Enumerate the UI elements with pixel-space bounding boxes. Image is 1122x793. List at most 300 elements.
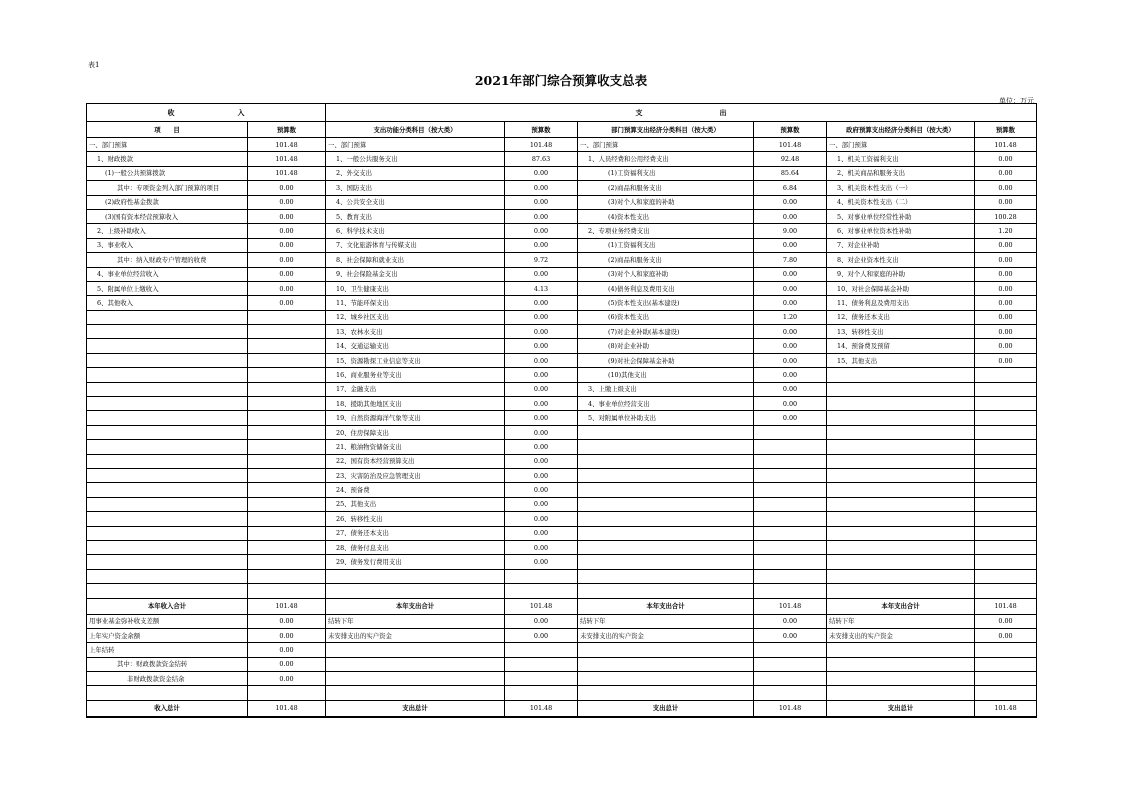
amount-cell: 0.00 (505, 440, 578, 454)
item-cell (87, 468, 248, 482)
item-cell: 2、机关商品和服务支出 (827, 166, 975, 180)
amount-cell (248, 686, 326, 700)
item-cell: 本年支出合计 (827, 598, 975, 614)
item-cell (827, 483, 975, 497)
item-cell (87, 411, 248, 425)
item-cell (87, 397, 248, 411)
amount-cell (975, 512, 1037, 526)
expense-section-header: 支 出 (326, 104, 1037, 122)
amount-cell: 0.00 (248, 614, 326, 628)
amount-cell: 0.00 (505, 166, 578, 180)
amount-cell (975, 397, 1037, 411)
item-cell (827, 440, 975, 454)
item-cell: 16、商业服务业等支出 (326, 368, 505, 382)
item-cell (87, 686, 248, 700)
item-cell (578, 526, 754, 540)
table-row (87, 425, 1037, 439)
amount-cell (754, 555, 827, 569)
item-cell (578, 540, 754, 554)
item-cell (827, 512, 975, 526)
amount-cell: 100.28 (975, 209, 1037, 223)
amount-cell: 0.00 (754, 296, 827, 310)
amount-cell (975, 440, 1037, 454)
amount-cell: 101.48 (975, 700, 1037, 717)
item-cell: 5、附属单位上缴收入 (87, 281, 248, 295)
item-cell: 8、社会保障和就业支出 (326, 253, 505, 267)
amount-cell (248, 440, 326, 454)
item-cell (578, 440, 754, 454)
item-cell (87, 526, 248, 540)
amount-cell: 0.00 (505, 483, 578, 497)
amount-cell (248, 468, 326, 482)
table-row (87, 440, 1037, 454)
amount-cell (975, 686, 1037, 700)
item-cell (578, 657, 754, 671)
item-cell (326, 686, 505, 700)
item-cell (326, 569, 505, 583)
item-cell (87, 310, 248, 324)
table-row (87, 569, 1037, 583)
amount-cell (505, 569, 578, 583)
amount-cell: 9.00 (754, 224, 827, 238)
item-cell: 22、国有资本经营预算支出 (326, 454, 505, 468)
amount-cell: 0.00 (505, 339, 578, 353)
amount-cell (975, 526, 1037, 540)
amount-cell (975, 569, 1037, 583)
amount-cell (248, 497, 326, 511)
table-row (87, 325, 1037, 339)
amount-cell: 6.84 (754, 181, 827, 195)
amount-cell: 0.00 (505, 310, 578, 324)
amount-cell (975, 540, 1037, 554)
item-cell (827, 686, 975, 700)
amount-cell: 0.00 (248, 281, 326, 295)
amount-cell: 1.20 (754, 310, 827, 324)
item-cell: 7、文化旅游体育与传媒支出 (326, 238, 505, 252)
item-cell: 15、其他支出 (827, 353, 975, 367)
item-cell: 25、其他支出 (326, 497, 505, 511)
item-cell: (6)资本性支出 (578, 310, 754, 324)
item-cell: 其中：纳入财政专户管理的收费 (87, 253, 248, 267)
amount-cell: 0.00 (975, 339, 1037, 353)
item-cell (87, 497, 248, 511)
amount-cell (754, 454, 827, 468)
amount-cell: 0.00 (248, 195, 326, 209)
amount-cell (975, 468, 1037, 482)
column-header: 项 目 (87, 122, 248, 138)
amount-cell: 0.00 (975, 181, 1037, 195)
amount-cell (975, 411, 1037, 425)
amount-cell: 0.00 (975, 325, 1037, 339)
table-row (87, 310, 1037, 324)
amount-cell (975, 657, 1037, 671)
amount-cell (754, 569, 827, 583)
item-cell: 4、公共安全支出 (326, 195, 505, 209)
item-cell (87, 353, 248, 367)
item-cell (578, 454, 754, 468)
item-cell: 1、人员经费和公用经费支出 (578, 152, 754, 166)
amount-cell (754, 643, 827, 657)
item-cell (827, 569, 975, 583)
item-cell (87, 540, 248, 554)
column-header: 支出功能分类科目（按大类） (326, 122, 505, 138)
item-cell: 3、事业收入 (87, 238, 248, 252)
amount-cell: 85.64 (754, 166, 827, 180)
item-cell: 29、债务发行费用支出 (326, 555, 505, 569)
item-cell: 结转下年 (326, 614, 505, 628)
item-cell: (4)资本性支出 (578, 209, 754, 223)
table-row (87, 643, 1037, 657)
item-cell (87, 584, 248, 598)
item-cell: 未安排支出的实户资金 (578, 628, 754, 642)
item-cell: (7)对企业补助(基本建设) (578, 325, 754, 339)
item-cell (578, 483, 754, 497)
amount-cell: 0.00 (505, 425, 578, 439)
amount-cell: 0.00 (975, 253, 1037, 267)
item-cell: 3、上缴上级支出 (578, 382, 754, 396)
item-cell: 1、一般公共服务支出 (326, 152, 505, 166)
item-cell: 24、预备费 (326, 483, 505, 497)
amount-cell (975, 382, 1037, 396)
amount-cell: 0.00 (975, 310, 1037, 324)
item-cell: (3)对个人和家庭的补助 (578, 195, 754, 209)
amount-cell: 0.00 (975, 267, 1037, 281)
item-cell: (9)对社会保障基金补助 (578, 353, 754, 367)
item-cell: 一、部门预算 (326, 138, 505, 152)
table-row (87, 267, 1037, 281)
amount-cell: 0.00 (975, 296, 1037, 310)
amount-cell (754, 584, 827, 598)
item-cell: 11、节能环保支出 (326, 296, 505, 310)
amount-cell: 0.00 (248, 209, 326, 223)
item-cell (87, 555, 248, 569)
amount-cell: 0.00 (505, 454, 578, 468)
amount-cell: 0.00 (754, 195, 827, 209)
table-row (87, 382, 1037, 396)
table-row (87, 657, 1037, 671)
table-row (87, 238, 1037, 252)
item-cell (87, 483, 248, 497)
table-row (87, 468, 1037, 482)
amount-cell: 0.00 (505, 296, 578, 310)
table-row (87, 614, 1037, 628)
column-header: 预算数 (505, 122, 578, 138)
amount-cell: 0.00 (754, 628, 827, 642)
item-cell: 5、对附属单位补助支出 (578, 411, 754, 425)
item-cell (827, 454, 975, 468)
amount-cell (754, 440, 827, 454)
item-cell: 未安排支出的实户资金 (827, 628, 975, 642)
amount-cell (248, 368, 326, 382)
amount-cell: 0.00 (505, 238, 578, 252)
column-header: 部门预算支出经济分类科目（按大类） (578, 122, 754, 138)
table-row (87, 526, 1037, 540)
item-cell: 一、部门预算 (578, 138, 754, 152)
item-cell (326, 657, 505, 671)
item-cell: 5、教育支出 (326, 209, 505, 223)
item-cell (87, 339, 248, 353)
item-cell: (3)国有资本经营预算收入 (87, 209, 248, 223)
item-cell (827, 368, 975, 382)
item-cell (827, 643, 975, 657)
column-header-row (87, 122, 1037, 138)
amount-cell: 9.72 (505, 253, 578, 267)
amount-cell (248, 569, 326, 583)
item-cell: 支出总计 (827, 700, 975, 717)
item-cell: 18、援助其他地区支出 (326, 397, 505, 411)
amount-cell: 0.00 (754, 382, 827, 396)
item-cell (827, 397, 975, 411)
item-cell: 9、对个人和家庭的补助 (827, 267, 975, 281)
item-cell: 4、机关资本性支出（二） (827, 195, 975, 209)
item-cell: (1)一般公共预算拨款 (87, 166, 248, 180)
item-cell (578, 555, 754, 569)
amount-cell: 0.00 (505, 397, 578, 411)
item-cell: 4、事业单位经营支出 (578, 397, 754, 411)
table-row (87, 540, 1037, 554)
item-cell: 1、财政拨款 (87, 152, 248, 166)
item-cell (827, 382, 975, 396)
amount-cell: 101.48 (505, 700, 578, 717)
amount-cell: 0.00 (505, 526, 578, 540)
table-row (87, 281, 1037, 295)
table-row (87, 353, 1037, 367)
amount-cell: 0.00 (505, 181, 578, 195)
item-cell (326, 584, 505, 598)
amount-cell: 0.00 (505, 614, 578, 628)
amount-cell: 0.00 (975, 166, 1037, 180)
amount-cell: 0.00 (505, 382, 578, 396)
amount-cell: 0.00 (248, 267, 326, 281)
amount-cell (754, 497, 827, 511)
item-cell (578, 468, 754, 482)
item-cell: (2)政府性基金拨款 (87, 195, 248, 209)
amount-cell: 0.00 (975, 281, 1037, 295)
amount-cell: 101.48 (505, 598, 578, 614)
amount-cell (505, 672, 578, 686)
item-cell: 12、城乡社区支出 (326, 310, 505, 324)
amount-cell: 101.48 (248, 152, 326, 166)
item-cell (87, 512, 248, 526)
item-cell (827, 468, 975, 482)
amount-cell (754, 540, 827, 554)
amount-cell (754, 483, 827, 497)
amount-cell: 0.00 (754, 397, 827, 411)
item-cell: 本年收入合计 (87, 598, 248, 614)
item-cell: 6、其他收入 (87, 296, 248, 310)
amount-cell: 0.00 (754, 325, 827, 339)
item-cell: 本年支出合计 (578, 598, 754, 614)
amount-cell (505, 657, 578, 671)
amount-cell: 0.00 (975, 628, 1037, 642)
item-cell (578, 686, 754, 700)
item-cell: 13、农林水支出 (326, 325, 505, 339)
budget-table (86, 103, 1037, 718)
item-cell (578, 584, 754, 598)
amount-cell: 0.00 (505, 209, 578, 223)
item-cell: 上年实户资金余额 (87, 628, 248, 642)
amount-cell (248, 397, 326, 411)
item-cell: 收入总计 (87, 700, 248, 717)
item-cell (827, 526, 975, 540)
item-cell (827, 584, 975, 598)
item-cell (827, 672, 975, 686)
amount-cell: 101.48 (248, 166, 326, 180)
item-cell: 2、外交支出 (326, 166, 505, 180)
amount-cell (754, 657, 827, 671)
item-cell: 3、国防支出 (326, 181, 505, 195)
table-row (87, 195, 1037, 209)
amount-cell: 0.00 (754, 339, 827, 353)
item-cell: 用事业基金弥补收支差额 (87, 614, 248, 628)
amount-cell: 0.00 (754, 267, 827, 281)
amount-cell (248, 325, 326, 339)
table-row (87, 686, 1037, 700)
amount-cell: 0.00 (248, 238, 326, 252)
amount-cell (754, 672, 827, 686)
item-cell (827, 411, 975, 425)
amount-cell: 101.48 (248, 700, 326, 717)
amount-cell: 0.00 (754, 238, 827, 252)
amount-cell (505, 584, 578, 598)
item-cell: 17、金融支出 (326, 382, 505, 396)
table-row (87, 253, 1037, 267)
item-cell (827, 540, 975, 554)
amount-cell: 0.00 (505, 468, 578, 482)
item-cell: 20、住房保障支出 (326, 425, 505, 439)
grand-total-row (87, 700, 1037, 717)
item-cell (87, 454, 248, 468)
amount-cell: 0.00 (975, 238, 1037, 252)
amount-cell: 0.00 (505, 555, 578, 569)
amount-cell (975, 643, 1037, 657)
item-cell: 28、债务付息支出 (326, 540, 505, 554)
item-cell: 非财政拨款资金结余 (87, 672, 248, 686)
total-row (87, 598, 1037, 614)
amount-cell: 0.00 (505, 368, 578, 382)
item-cell: 23、灾害防治及应急管理支出 (326, 468, 505, 482)
item-cell: 2、专项业务经费支出 (578, 224, 754, 238)
amount-cell (754, 686, 827, 700)
item-cell: (4)债务利息及费用支出 (578, 281, 754, 295)
table-row (87, 224, 1037, 238)
amount-cell (975, 483, 1037, 497)
amount-cell (505, 686, 578, 700)
item-cell: 7、对企业补助 (827, 238, 975, 252)
table-row (87, 181, 1037, 195)
item-cell: 14、交通运输支出 (326, 339, 505, 353)
column-header: 预算数 (754, 122, 827, 138)
table-row (87, 296, 1037, 310)
item-cell (578, 672, 754, 686)
item-cell: 21、粮油物资储备支出 (326, 440, 505, 454)
item-cell (827, 555, 975, 569)
amount-cell: 0.00 (505, 411, 578, 425)
item-cell (87, 440, 248, 454)
table-row (87, 209, 1037, 223)
amount-cell (975, 672, 1037, 686)
amount-cell: 0.00 (754, 411, 827, 425)
table-row (87, 672, 1037, 686)
table-row (87, 339, 1037, 353)
amount-cell: 0.00 (505, 325, 578, 339)
amount-cell (248, 512, 326, 526)
amount-cell: 0.00 (505, 353, 578, 367)
item-cell (326, 672, 505, 686)
item-cell: 10、卫生健康支出 (326, 281, 505, 295)
column-header: 政府预算支出经济分类科目（按大类） (827, 122, 975, 138)
amount-cell (248, 339, 326, 353)
amount-cell: 0.00 (505, 497, 578, 511)
table-row (87, 497, 1037, 511)
amount-cell: 101.48 (754, 598, 827, 614)
amount-cell: 0.00 (248, 643, 326, 657)
amount-cell: 0.00 (505, 195, 578, 209)
table-row (87, 166, 1037, 180)
amount-cell: 0.00 (505, 540, 578, 554)
amount-cell (248, 526, 326, 540)
item-cell (326, 643, 505, 657)
item-cell: 10、对社会保障基金补助 (827, 281, 975, 295)
amount-cell (975, 497, 1037, 511)
amount-cell (248, 584, 326, 598)
item-cell: 本年支出合计 (326, 598, 505, 614)
item-cell: 支出总计 (578, 700, 754, 717)
item-cell: 3、机关资本性支出（一） (827, 181, 975, 195)
amount-cell: 101.48 (754, 138, 827, 152)
amount-cell: 7.80 (754, 253, 827, 267)
item-cell: 6、对事业单位资本性补助 (827, 224, 975, 238)
amount-cell: 101.48 (754, 700, 827, 717)
item-cell (87, 368, 248, 382)
item-cell: 1、机关工资福利支出 (827, 152, 975, 166)
table-row (87, 454, 1037, 468)
column-header: 预算数 (975, 122, 1037, 138)
amount-cell: 1.20 (975, 224, 1037, 238)
amount-cell: 101.48 (975, 598, 1037, 614)
amount-cell: 0.00 (754, 353, 827, 367)
amount-cell (754, 425, 827, 439)
item-cell: 15、资源勘探工业信息等支出 (326, 353, 505, 367)
item-cell: 结转下年 (578, 614, 754, 628)
item-cell: (5)资本性支出(基本建设) (578, 296, 754, 310)
amount-cell: 101.48 (505, 138, 578, 152)
table-row (87, 555, 1037, 569)
amount-cell: 0.00 (248, 253, 326, 267)
item-cell: (2)商品和服务支出 (578, 181, 754, 195)
amount-cell: 0.00 (505, 628, 578, 642)
item-cell: (1)工资福利支出 (578, 166, 754, 180)
amount-cell (248, 555, 326, 569)
amount-cell: 0.00 (754, 209, 827, 223)
item-cell: 一、部门预算 (87, 138, 248, 152)
table-row (87, 411, 1037, 425)
table-row (87, 628, 1037, 642)
item-cell: 2、上级补助收入 (87, 224, 248, 238)
amount-cell (248, 425, 326, 439)
item-cell (87, 569, 248, 583)
amount-cell: 0.00 (248, 224, 326, 238)
amount-cell: 0.00 (975, 353, 1037, 367)
table-row (87, 512, 1037, 526)
amount-cell (754, 512, 827, 526)
item-cell: 上年结转 (87, 643, 248, 657)
amount-cell: 4.13 (505, 281, 578, 295)
amount-cell (975, 454, 1037, 468)
amount-cell: 92.48 (754, 152, 827, 166)
page-title: 2021年部门综合预算收支总表 (474, 73, 648, 88)
item-cell (87, 425, 248, 439)
